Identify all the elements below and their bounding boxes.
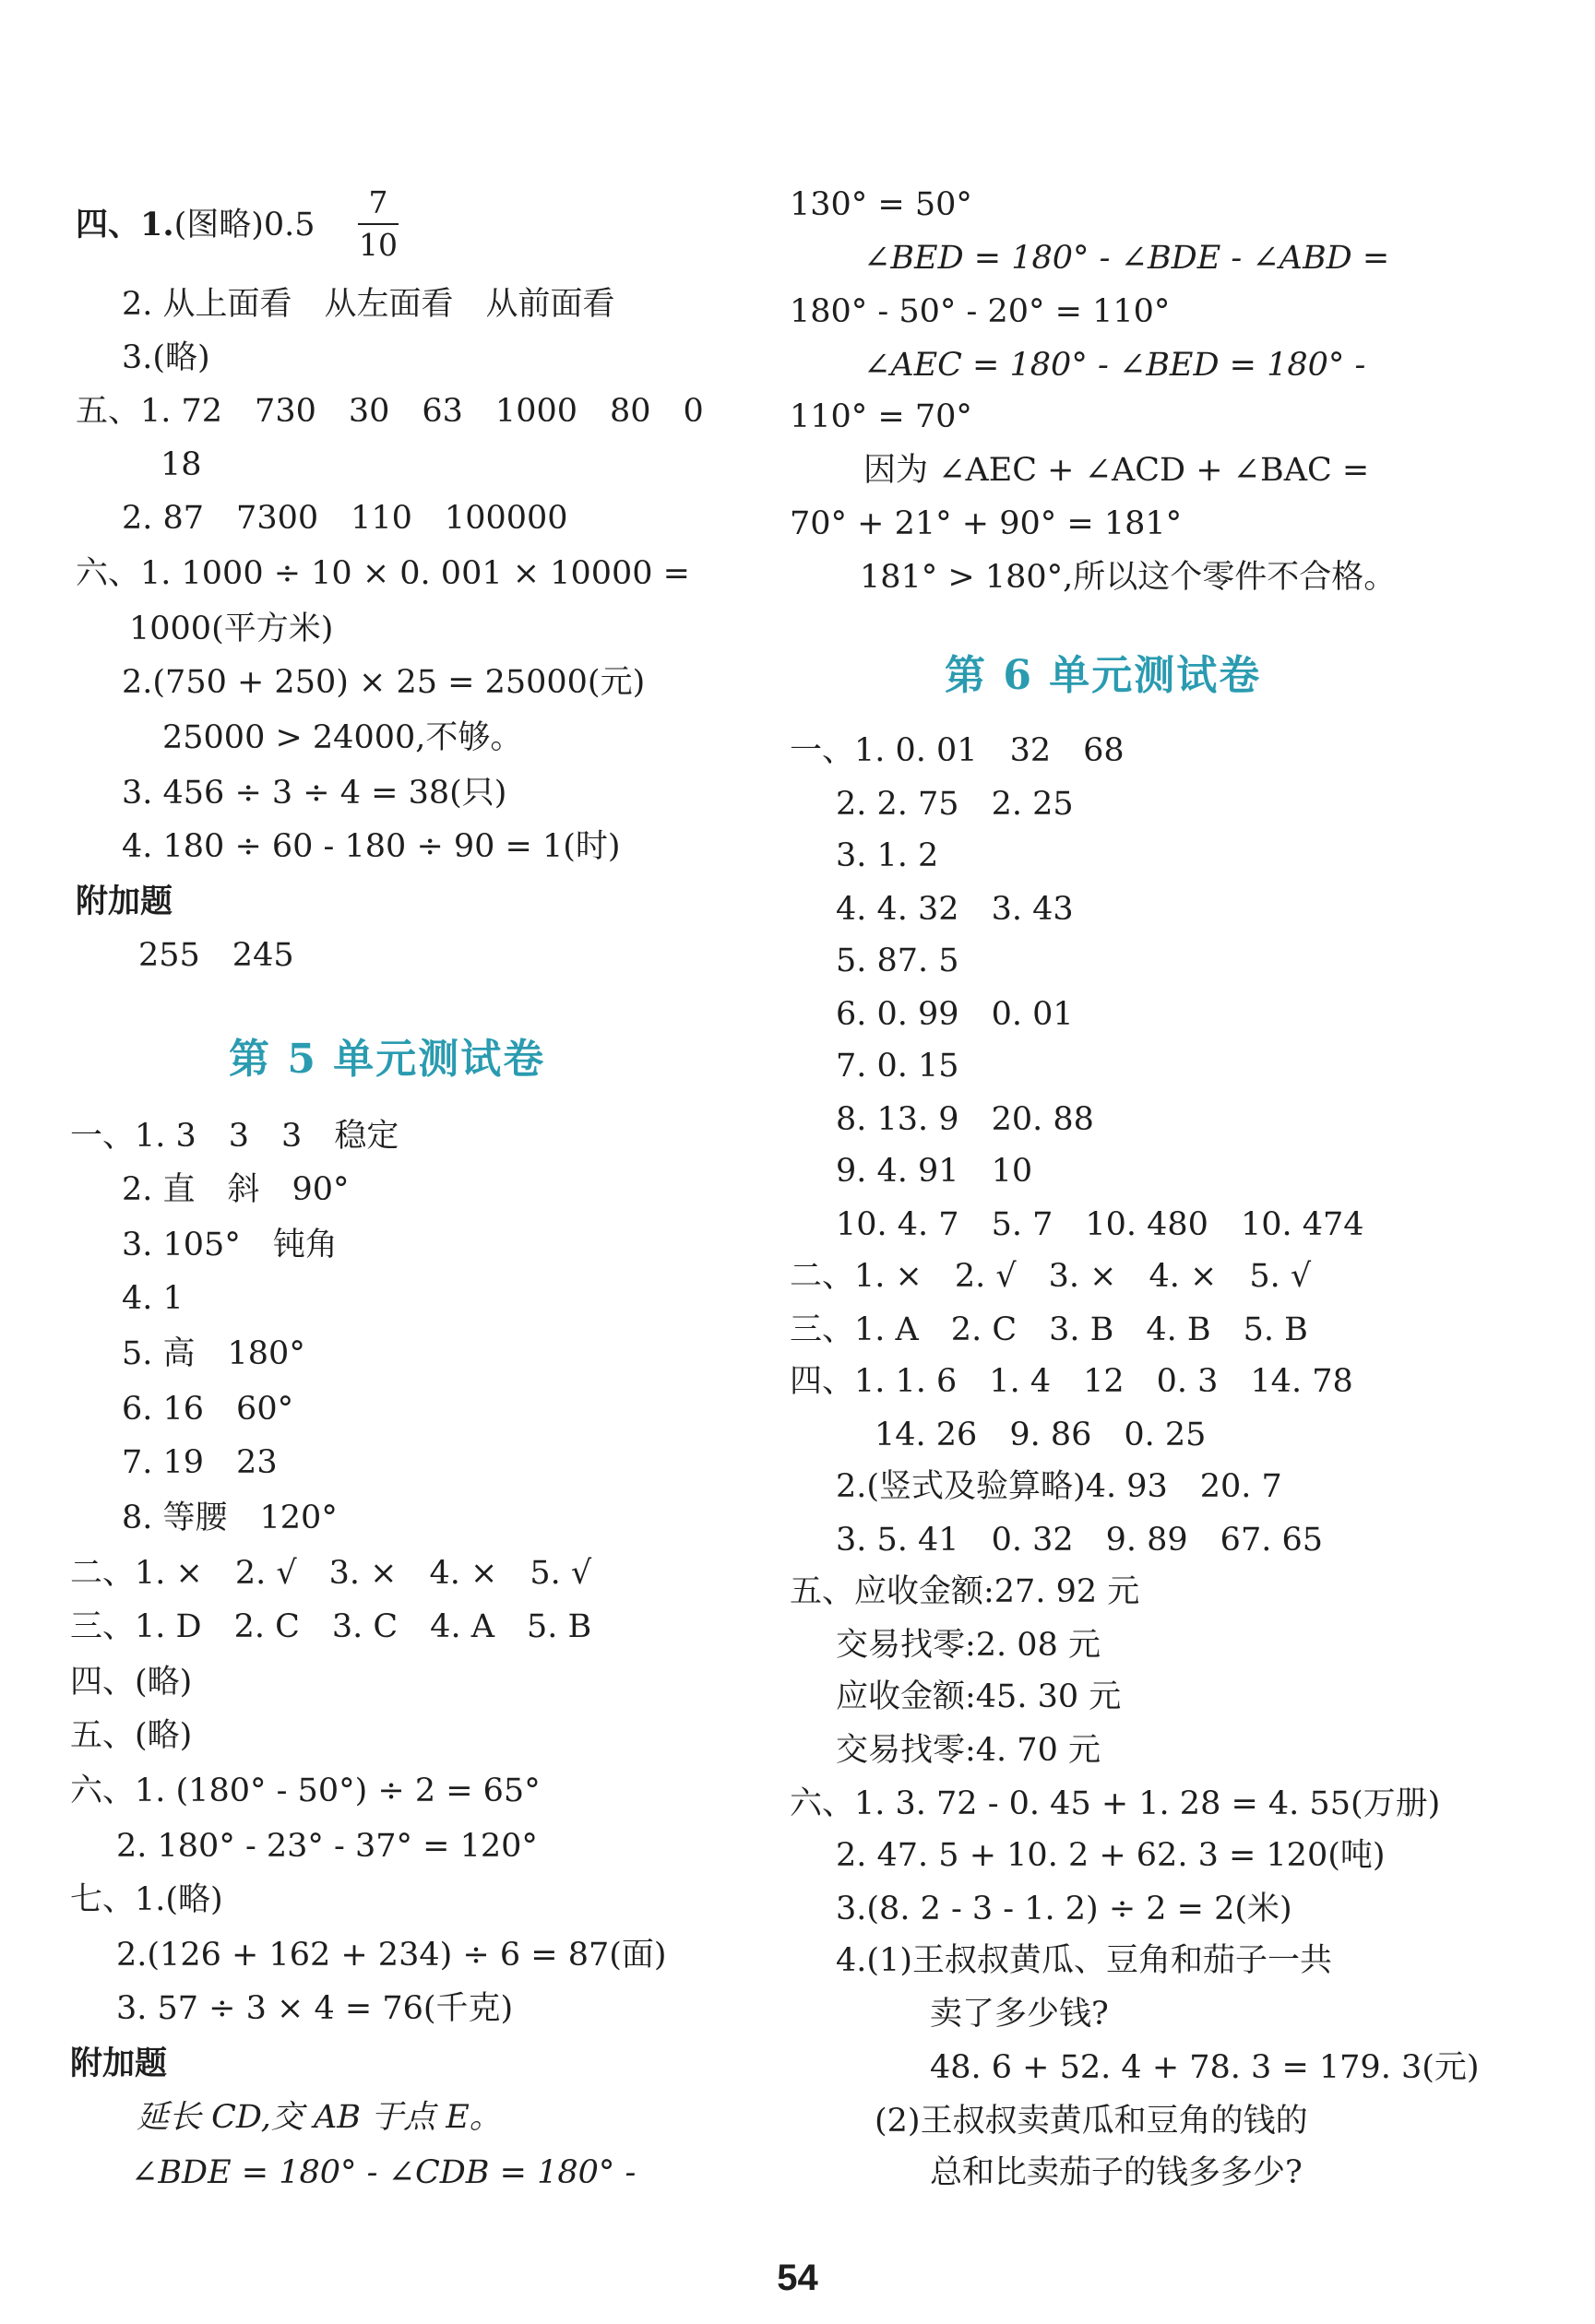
u6-part2: 二、1. × 2. √ 3. × 4. × 5. √ [790, 1258, 1312, 1295]
section-6-item-1: 六、1. 1000 ÷ 10 × 0. 001 × 10000 = [76, 555, 690, 592]
proof-line-7: 70° + 21° + 90° = 181° [790, 505, 1183, 542]
u6-part6-item-3: 3.(8. 2 - 3 - 1. 2) ÷ 2 = 2(米) [836, 1891, 1292, 1927]
section-5-item-1-cont: 18 [161, 446, 202, 483]
u5-part1-item-3: 3. 105° 钝角 [122, 1227, 338, 1263]
u5-part6-item-2: 2. 180° - 23° - 37° = 120° [116, 1828, 538, 1865]
proof-line-2: ∠BED = 180° - ∠BDE - ∠ABD = [863, 240, 1390, 277]
section-4-item-1 [76, 205, 315, 245]
section-6-item-1-cont: 1000(平方米) [129, 611, 334, 647]
section-4-item-2: 2. 从上面看 从左面看 从前面看 [122, 286, 615, 323]
u5-bonus-line-1: 延长 CD,交 AB 于点 E。 [137, 2099, 502, 2136]
section-6-item-4: 4. 180 ÷ 60 - 180 ÷ 90 = 1(时) [122, 828, 621, 865]
u6-part5-line-4: 交易找零:4. 70 元 [836, 1732, 1101, 1769]
u5-part2: 二、1. × 2. √ 3. × 4. × 5. √ [70, 1555, 592, 1592]
u6-part1-item-4: 4. 4. 32 3. 43 [836, 891, 1074, 928]
u6-part5-line-1: 五、应收金额:27. 92 元 [790, 1573, 1140, 1610]
u6-part6-item-4-q1-cont: 卖了多少钱? [930, 1996, 1109, 2033]
unit-5-title: 第 5 单元测试卷 [229, 1036, 546, 1083]
u5-part3: 三、1. D 2. C 3. C 4. A 5. B [70, 1608, 592, 1645]
u6-part6-item-4-q1: 4.(1)王叔叔黄瓜、豆角和茄子一共 [836, 1942, 1332, 1979]
u6-part1-item-5: 5. 87. 5 [836, 943, 959, 979]
fraction-numerator: 7 [368, 184, 388, 220]
u5-part1-item-1: 一、1. 3 3 3 稳定 [70, 1118, 399, 1155]
bonus-answer: 255 245 [138, 937, 294, 974]
u6-part4-item-1-cont: 14. 26 9. 86 0. 25 [875, 1417, 1207, 1453]
u5-part7-item-2: 2.(126 + 162 + 234) ÷ 6 = 87(面) [116, 1937, 667, 1974]
u5-part6-item-1: 六、1. (180° - 50°) ÷ 2 = 65° [70, 1773, 541, 1809]
unit-6-title: 第 6 单元测试卷 [945, 652, 1262, 699]
fraction-bar [358, 223, 399, 225]
u5-part1-item-2: 2. 直 斜 90° [122, 1171, 350, 1208]
u6-part6-item-2: 2. 47. 5 + 10. 2 + 62. 3 = 120(吨) [836, 1837, 1386, 1874]
u6-part1-item-6: 6. 0. 99 0. 01 [836, 996, 1074, 1033]
bonus-label: 附加题 [76, 883, 173, 920]
fraction-denominator: 10 [359, 227, 398, 263]
u6-part6-item-4-q2-cont: 总和比卖茄子的钱多多少? [930, 2154, 1303, 2191]
item-number: 1. [140, 206, 174, 243]
section-4-item-3: 3.(略) [122, 339, 210, 376]
proof-line-8: 181° > 180°,所以这个零件不合格。 [860, 559, 1397, 596]
proof-line-1: 130° = 50° [790, 186, 972, 223]
u6-part1-item-1: 一、1. 0. 01 32 68 [790, 732, 1125, 769]
section-5-item-1: 五、1. 72 730 30 63 1000 80 0 [76, 393, 704, 430]
section-6-item-2-cont: 25000 > 24000,不够。 [162, 719, 523, 756]
u6-part1-item-9: 9. 4. 91 10 [836, 1153, 1033, 1190]
proof-line-5: 110° = 70° [790, 398, 972, 435]
u5-part1-item-7: 7. 19 23 [122, 1444, 278, 1481]
u5-part5: 五、(略) [70, 1717, 193, 1754]
section-label: 四、 [76, 206, 141, 243]
u6-part1-item-10: 10. 4. 7 5. 7 10. 480 10. 474 [836, 1206, 1364, 1243]
u6-part1-item-3: 3. 1. 2 [836, 837, 939, 874]
item-text: (图略)0.5 [173, 207, 315, 243]
u6-part4-item-3: 3. 5. 41 0. 32 9. 89 67. 65 [836, 1522, 1324, 1559]
u5-part1-item-6: 6. 16 60° [122, 1391, 294, 1428]
u6-part1-item-2: 2. 2. 75 2. 25 [836, 786, 1074, 823]
u6-part3: 三、1. A 2. C 3. B 4. B 5. B [790, 1311, 1308, 1348]
u5-bonus-line-2: ∠BDE = 180° - ∠CDB = 180° - [131, 2154, 637, 2191]
u6-part5-line-3: 应收金额:45. 30 元 [836, 1678, 1122, 1715]
fraction [358, 184, 399, 264]
u5-part7-item-3: 3. 57 ÷ 3 × 4 = 76(千克) [116, 1990, 514, 2027]
u6-part6-item-1: 六、1. 3. 72 - 0. 45 + 1. 28 = 4. 55(万册) [790, 1785, 1441, 1822]
proof-line-4: ∠AEC = 180° - ∠BED = 180° - [863, 347, 1366, 384]
u5-part7-item-1: 七、1.(略) [70, 1881, 223, 1918]
u5-part1-item-4: 4. 1 [122, 1280, 184, 1317]
proof-line-3: 180° - 50° - 20° = 110° [790, 293, 1171, 330]
u6-part6-item-4-q2: (2)王叔叔卖黄瓜和豆角的钱的 [875, 2103, 1308, 2140]
u6-part1-item-7: 7. 0. 15 [836, 1048, 959, 1085]
u5-part1-item-5: 5. 高 180° [122, 1335, 305, 1372]
u6-part6-item-4-a1: 48. 6 + 52. 4 + 78. 3 = 179. 3(元) [930, 2049, 1480, 2086]
u5-part4: 四、(略) [70, 1664, 193, 1701]
u6-part4-item-2: 2.(竖式及验算略)4. 93 20. 7 [836, 1468, 1282, 1505]
section-6-item-3: 3. 456 ÷ 3 ÷ 4 = 38(只) [122, 775, 507, 812]
section-6-item-2: 2.(750 + 250) × 25 = 25000(元) [122, 664, 646, 701]
u5-bonus-label: 附加题 [70, 2045, 168, 2082]
proof-line-6: 因为 ∠AEC + ∠ACD + ∠BAC = [863, 452, 1370, 489]
page-number: 54 [777, 2258, 818, 2298]
u6-part1-item-8: 8. 13. 9 20. 88 [836, 1101, 1094, 1138]
section-5-item-2: 2. 87 7300 110 100000 [122, 500, 568, 537]
u6-part5-line-2: 交易找零:2. 08 元 [836, 1627, 1101, 1664]
u6-part4-item-1: 四、1. 1. 6 1. 4 12 0. 3 14. 78 [790, 1363, 1353, 1400]
u5-part1-item-8: 8. 等腰 120° [122, 1500, 338, 1536]
